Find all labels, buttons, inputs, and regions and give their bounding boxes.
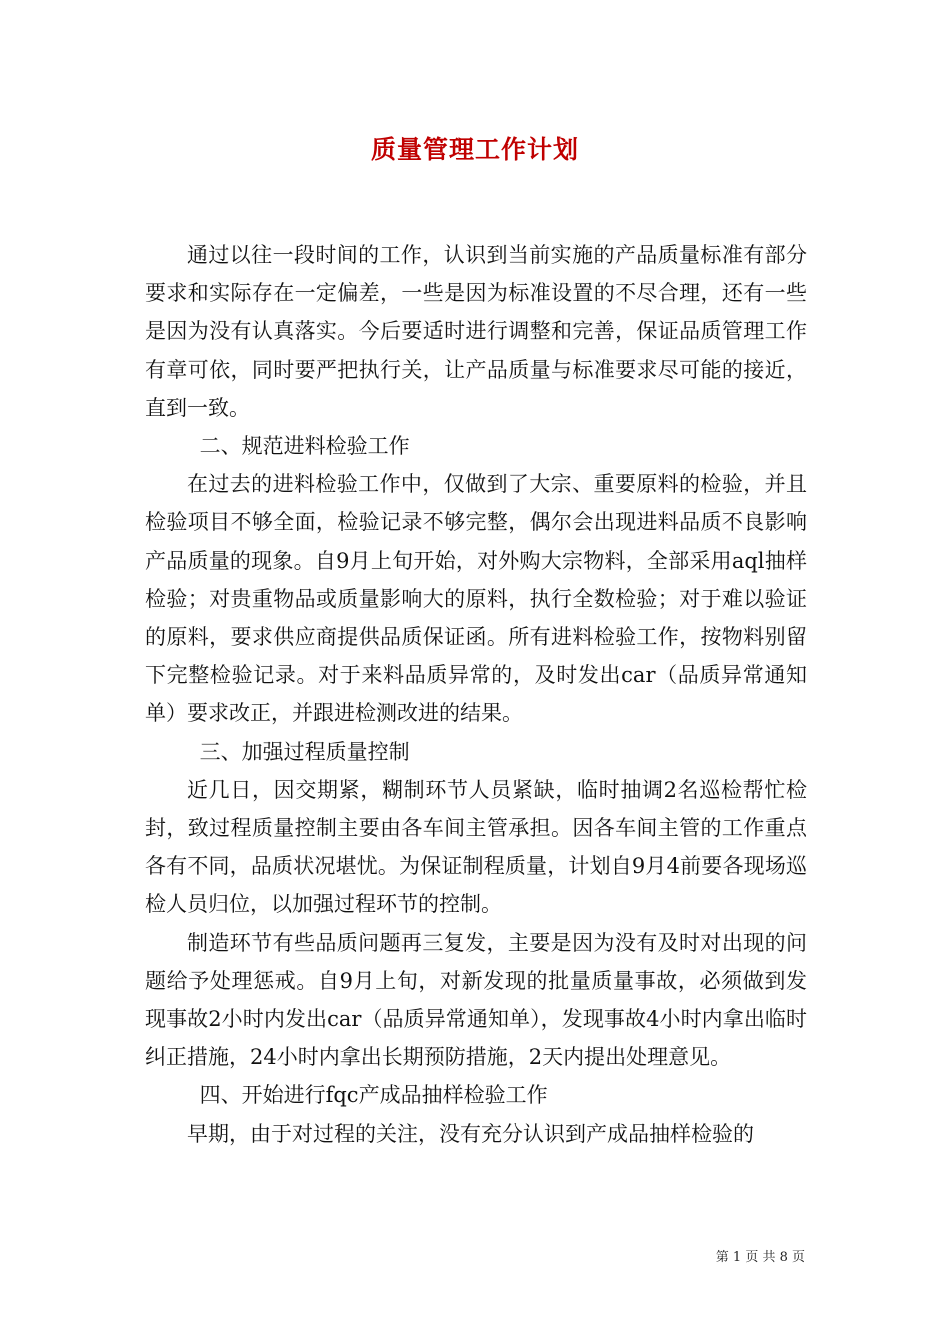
body-paragraph: 制造环节有些品质问题再三复发，主要是因为没有及时对出现的问题给予处理惩戒。自9月上旬，对新发现的批量质量事故，必须做到发现事故2小时内发出car（品质异常通知单），发现事故4小时内拿出临时纠正措施，24小时内拿出长期预防措施，2天内提出处理意见。 <box>145 930 807 1070</box>
document-body <box>145 236 807 1153</box>
document-title: 质量管理工作计划 <box>370 135 579 164</box>
section-heading: 二、规范进料检验工作 <box>199 434 410 459</box>
page-number-footer: 第 1 页 共 8 页 <box>715 1250 805 1265</box>
body-paragraph: 近几日，因交期紧，糊制环节人员紧缺，临时抽调2名巡检帮忙检封，致过程质量控制主要由各车间主管承担。因各车间主管的工作重点各有不同，品质状况堪忧。为保证制程质量，计划自9月4前要各现场巡检人员归位，以加强过程环节的控制。 <box>145 777 807 917</box>
body-paragraph: 在过去的进料检验工作中，仅做到了大宗、重要原料的检验，并且检验项目不够全面，检验记录不够完整，偶尔会出现进料品质不良影响产品质量的现象。自9月上旬开始，对外购大宗物料，全部采用aql抽样检验；对贵重物品或质量影响大的原料，执行全数检验；对于难以验证的原料，要求供应商提供品质保证函。所有进料检验工作，按物料别留下完整检验记录。对于来料品质异常的，及时发出car（品质异常通知单）要求改正，并跟进检测改进的结果。 <box>145 472 807 726</box>
body-paragraph: 通过以往一段时间的工作，认识到当前实施的产品质量标准有部分要求和实际存在一定偏差，一些是因为标准设置的不尽合理，还有一些是因为没有认真落实。今后要适时进行调整和完善，保证品质管理工作有章可依，同时要严把执行关，让产品质量与标准要求尽可能的接近，直到一致。 <box>145 243 807 420</box>
section-heading: 四、开始进行fqc产成品抽样检验工作 <box>199 1083 548 1108</box>
section-heading: 三、加强过程质量控制 <box>199 739 410 764</box>
body-paragraph: 早期，由于对过程的关注，没有充分认识到产成品抽样检验的 <box>187 1121 754 1146</box>
